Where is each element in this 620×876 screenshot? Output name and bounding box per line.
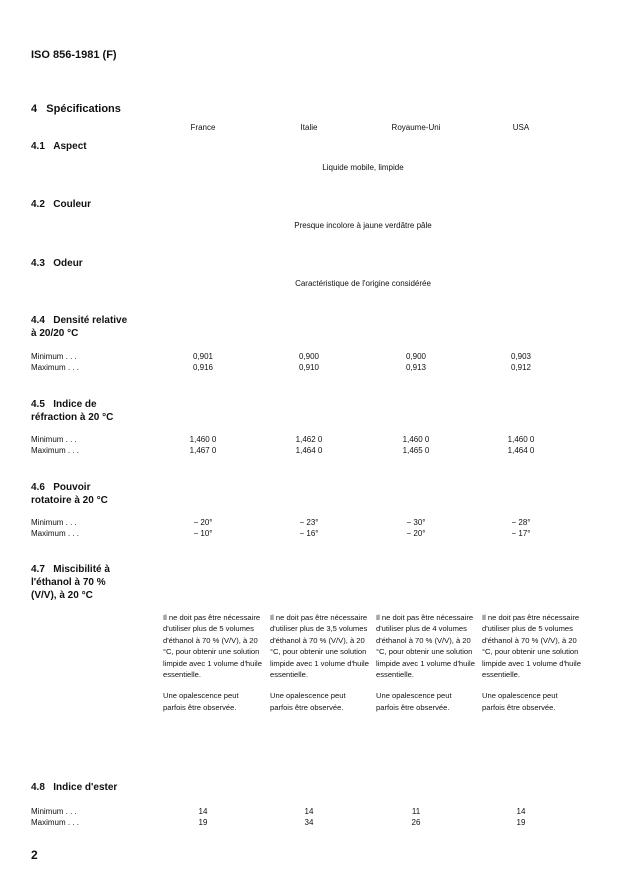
- refraction-min-usa: 1,460 0: [507, 435, 535, 444]
- refraction-min-royaume-uni: 1,460 0: [402, 435, 430, 444]
- aspect-value: Liquide mobile, limpide: [322, 163, 404, 172]
- pouvoir-min-italie: − 23°: [299, 518, 319, 527]
- subsection-title-line2: à 20/20 °C: [31, 328, 79, 339]
- miscibilite-text: Il ne doit pas être nécessaire d'utiliser plus de 5 volumes d'éthanol à 70 % (V/V), à 20 °C, pour obtenir une solution limpide avec 1 volume d'huile essentielle.: [163, 613, 262, 680]
- subsection-number: 4.6: [31, 482, 45, 493]
- couleur-value: Presque incolore à jaune verdâtre pâle: [294, 221, 432, 230]
- max-label: Maximum . . .: [31, 818, 80, 827]
- ester-min-france: 14: [198, 807, 208, 816]
- miscibilite-royaume-uni: [376, 612, 476, 713]
- miscibilite-italie: [270, 612, 370, 713]
- subsection-title-line2: réfraction à 20 °C: [31, 412, 114, 423]
- section-number: 4: [31, 103, 38, 115]
- densite-max-italie: 0,910: [298, 363, 320, 372]
- subsection-title-line1: Indice de: [53, 399, 97, 410]
- subsection-title: Couleur: [53, 199, 92, 210]
- ester-max-france: 19: [198, 818, 208, 827]
- column-header-royaume-uni: Royaume-Uni: [391, 123, 441, 132]
- section-heading: [31, 103, 121, 115]
- ester-min-royaume-uni: 11: [411, 807, 421, 816]
- min-label: Minimum . . .: [31, 518, 77, 527]
- subsection-number: 4.1: [31, 141, 45, 152]
- subsection-heading-densite: [31, 314, 127, 340]
- max-label: Maximum . . .: [31, 529, 80, 538]
- pouvoir-max-royaume-uni: − 20°: [406, 529, 426, 538]
- subsection-number: 4.8: [31, 782, 45, 793]
- densite-max-royaume-uni: 0,913: [405, 363, 427, 372]
- refraction-max-italie: 1,464 0: [295, 446, 323, 455]
- subsection-title-line1: Miscibilité à: [53, 564, 110, 575]
- miscibilite-note: Une opalescence peut parfois être observée.: [270, 691, 346, 712]
- subsection-title-line1: Densité relative: [53, 315, 128, 326]
- subsection-number: 4.5: [31, 399, 45, 410]
- min-label: Minimum . . .: [31, 435, 77, 444]
- pouvoir-max-usa: − 17°: [511, 529, 531, 538]
- column-header-france: France: [190, 123, 216, 132]
- document-id: ISO 856-1981 (F): [31, 49, 117, 61]
- densite-min-usa: 0,903: [510, 352, 532, 361]
- ester-max-italie: 34: [304, 818, 314, 827]
- subsection-heading-miscibilite: [31, 563, 110, 602]
- subsection-number: 4.7: [31, 564, 45, 575]
- refraction-max-usa: 1,464 0: [507, 446, 535, 455]
- ester-max-royaume-uni: 26: [411, 818, 421, 827]
- subsection-title-line2: l'éthanol à 70 %: [31, 577, 106, 588]
- pouvoir-min-royaume-uni: − 30°: [406, 518, 426, 527]
- ester-max-usa: 19: [516, 818, 526, 827]
- miscibilite-text: Il ne doit pas être nécessaire d'utiliser plus de 4 volumes d'éthanol à 70 % (V/V), à 20 °C, pour obtenir une solution limpide avec 1 volume d'huile essentielle.: [376, 613, 475, 680]
- subsection-heading-pouvoir: [31, 481, 108, 507]
- refraction-max-france: 1,467 0: [189, 446, 217, 455]
- subsection-number: 4.3: [31, 258, 45, 269]
- miscibilite-text: Il ne doit pas être nécessaire d'utiliser plus de 3,5 volumes d'éthanol à 70 % (V/V), à 20 °C, pour obtenir une solution limpide avec 1 volume d'huile essentielle.: [270, 613, 369, 680]
- densite-min-france: 0,901: [192, 352, 214, 361]
- page-number: 2: [31, 848, 38, 862]
- subsection-title: Indice d'ester: [53, 782, 118, 793]
- pouvoir-max-italie: − 16°: [299, 529, 319, 538]
- densite-min-italie: 0,900: [298, 352, 320, 361]
- refraction-max-royaume-uni: 1,465 0: [402, 446, 430, 455]
- subsection-title-line1: Pouvoir: [53, 482, 91, 493]
- subsection-heading-ester: [31, 781, 117, 794]
- miscibilite-usa: [482, 612, 582, 713]
- ester-min-italie: 14: [304, 807, 314, 816]
- max-label: Maximum . . .: [31, 363, 80, 372]
- miscibilite-note: Une opalescence peut parfois être observée.: [482, 691, 558, 712]
- pouvoir-min-france: − 20°: [193, 518, 213, 527]
- subsection-title-line2: rotatoire à 20 °C: [31, 495, 108, 506]
- odeur-value: Caractéristique de l'origine considérée: [295, 279, 431, 288]
- pouvoir-max-france: − 10°: [193, 529, 213, 538]
- miscibilite-note: Une opalescence peut parfois être observée.: [163, 691, 239, 712]
- miscibilite-note: Une opalescence peut parfois être observée.: [376, 691, 452, 712]
- subsection-heading-refraction: [31, 398, 113, 424]
- subsection-title-line3: (V/V), à 20 °C: [31, 590, 93, 601]
- refraction-min-france: 1,460 0: [189, 435, 217, 444]
- subsection-number: 4.2: [31, 199, 45, 210]
- column-header-italie: Italie: [300, 123, 318, 132]
- densite-min-royaume-uni: 0,900: [405, 352, 427, 361]
- pouvoir-min-usa: − 28°: [511, 518, 531, 527]
- min-label: Minimum . . .: [31, 352, 77, 361]
- densite-max-france: 0,916: [192, 363, 214, 372]
- subsection-heading-couleur: [31, 198, 91, 211]
- column-header-usa: USA: [512, 123, 530, 132]
- densite-max-usa: 0,912: [510, 363, 532, 372]
- min-label: Minimum . . .: [31, 807, 77, 816]
- subsection-title: Odeur: [53, 258, 83, 269]
- miscibilite-text: Il ne doit pas être nécessaire d'utiliser plus de 5 volumes d'éthanol à 70 % (V/V), à 20 °C, pour obtenir une solution limpide avec 1 volume d'huile essentielle.: [482, 613, 581, 680]
- subsection-heading-odeur: [31, 257, 83, 270]
- refraction-min-italie: 1,462 0: [295, 435, 323, 444]
- subsection-number: 4.4: [31, 315, 45, 326]
- subsection-heading-aspect: [31, 140, 87, 153]
- miscibilite-france: [163, 612, 263, 713]
- max-label: Maximum . . .: [31, 446, 80, 455]
- section-title: Spécifications: [46, 103, 121, 115]
- ester-min-usa: 14: [516, 807, 526, 816]
- subsection-title: Aspect: [53, 141, 87, 152]
